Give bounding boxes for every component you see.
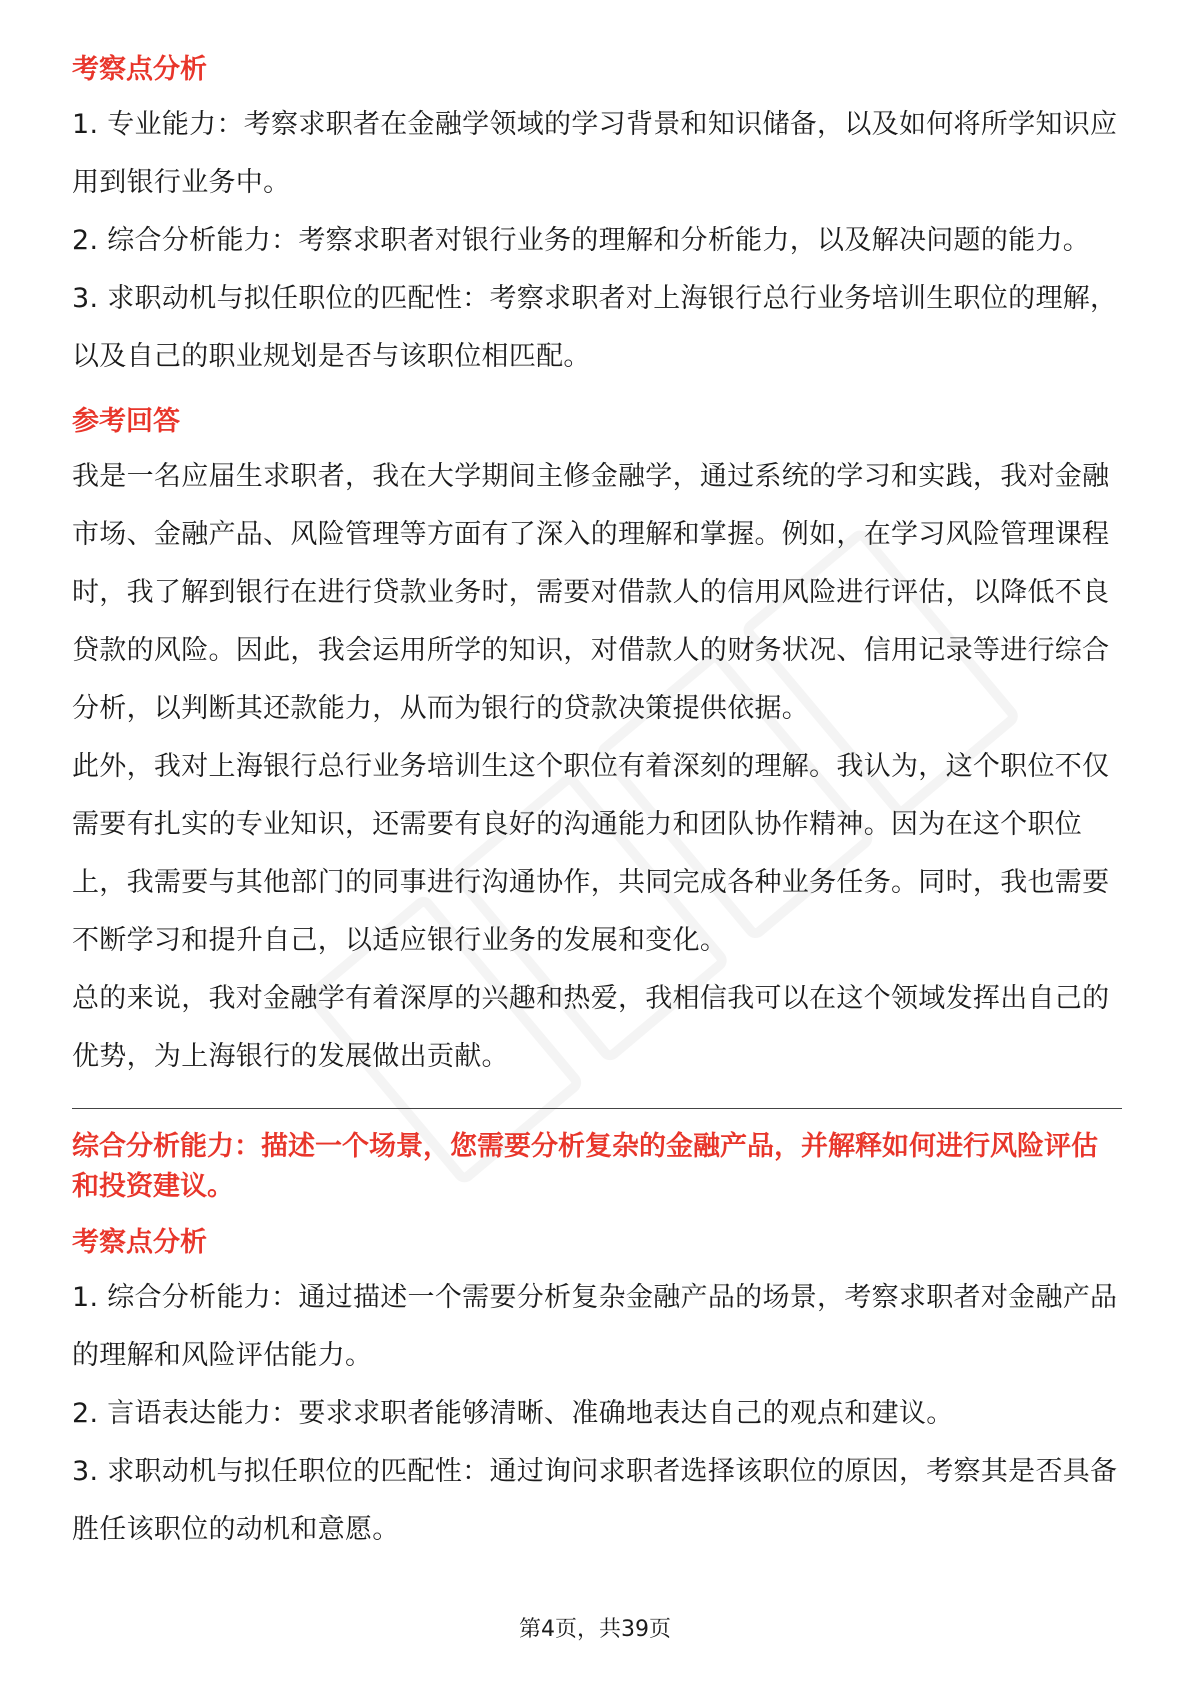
question-title: 综合分析能力：描述一个场景，您需要分析复杂的金融产品，并解释如何进行风险评估和投资建议。: [72, 1131, 1098, 1202]
answer-paragraph-1: 我是一名应届生求职者，我在大学期间主修金融学，通过系统的学习和实践，我对金融市场、金融产品、风险管理等方面有了深入的理解和掌握。例如，在学习风险管理课程时，我了解到银行在进行贷款业务时，需要对借款人的信用风险进行评估，以降低不良贷款的风险。因此，我会运用所学的知识，对借款人的财务状况、信用记录等进行综合分析，以判断其还款能力，从而为银行的贷款决策提供依据。: [72, 461, 1110, 724]
analysis-item-2-2: 2. 言语表达能力：要求求职者能够清晰、准确地表达自己的观点和建议。: [72, 1398, 954, 1429]
section-1: [72, 48, 1122, 1086]
document-page: [72, 48, 1122, 1559]
analysis-heading: 考察点分析: [72, 54, 207, 85]
page-number: 第4页，共39页: [519, 1617, 671, 1642]
analysis-heading-2: 考察点分析: [72, 1227, 207, 1258]
answer-heading: 参考回答: [72, 406, 180, 437]
analysis-item-3: 3. 求职动机与拟任职位的匹配性：考察求职者对上海银行总行业务培训生职位的理解，以及自己的职业规划是否与该职位相匹配。: [72, 283, 1118, 372]
answer-paragraph-3: 总的来说，我对金融学有着深厚的兴趣和热爱，我相信我可以在这个领域发挥出自己的优势，为上海银行的发展做出贡献。: [72, 983, 1110, 1072]
analysis-item-2-1: 1. 综合分析能力：通过描述一个需要分析复杂金融产品的场景，考察求职者对金融产品的理解和风险评估能力。: [72, 1282, 1118, 1371]
analysis-item-2-3: 3. 求职动机与拟任职位的匹配性：通过询问求职者选择该职位的原因，考察其是否具备胜任该职位的动机和意愿。: [72, 1456, 1118, 1545]
analysis-item-1: 1. 专业能力：考察求职者在金融学领域的学习背景和知识储备，以及如何将所学知识应用到银行业务中。: [72, 109, 1118, 198]
section-2: [72, 1127, 1122, 1559]
section-divider: [72, 1108, 1122, 1109]
analysis-item-2: 2. 综合分析能力：考察求职者对银行业务的理解和分析能力，以及解决问题的能力。: [72, 225, 1091, 256]
answer-paragraph-2: 此外，我对上海银行总行业务培训生这个职位有着深刻的理解。我认为，这个职位不仅需要有扎实的专业知识，还需要有良好的沟通能力和团队协作精神。因为在这个职位上，我需要与其他部门的同事进行沟通协作，共同完成各种业务任务。同时，我也需要不断学习和提升自己，以适应银行业务的发展和变化。: [72, 751, 1110, 956]
